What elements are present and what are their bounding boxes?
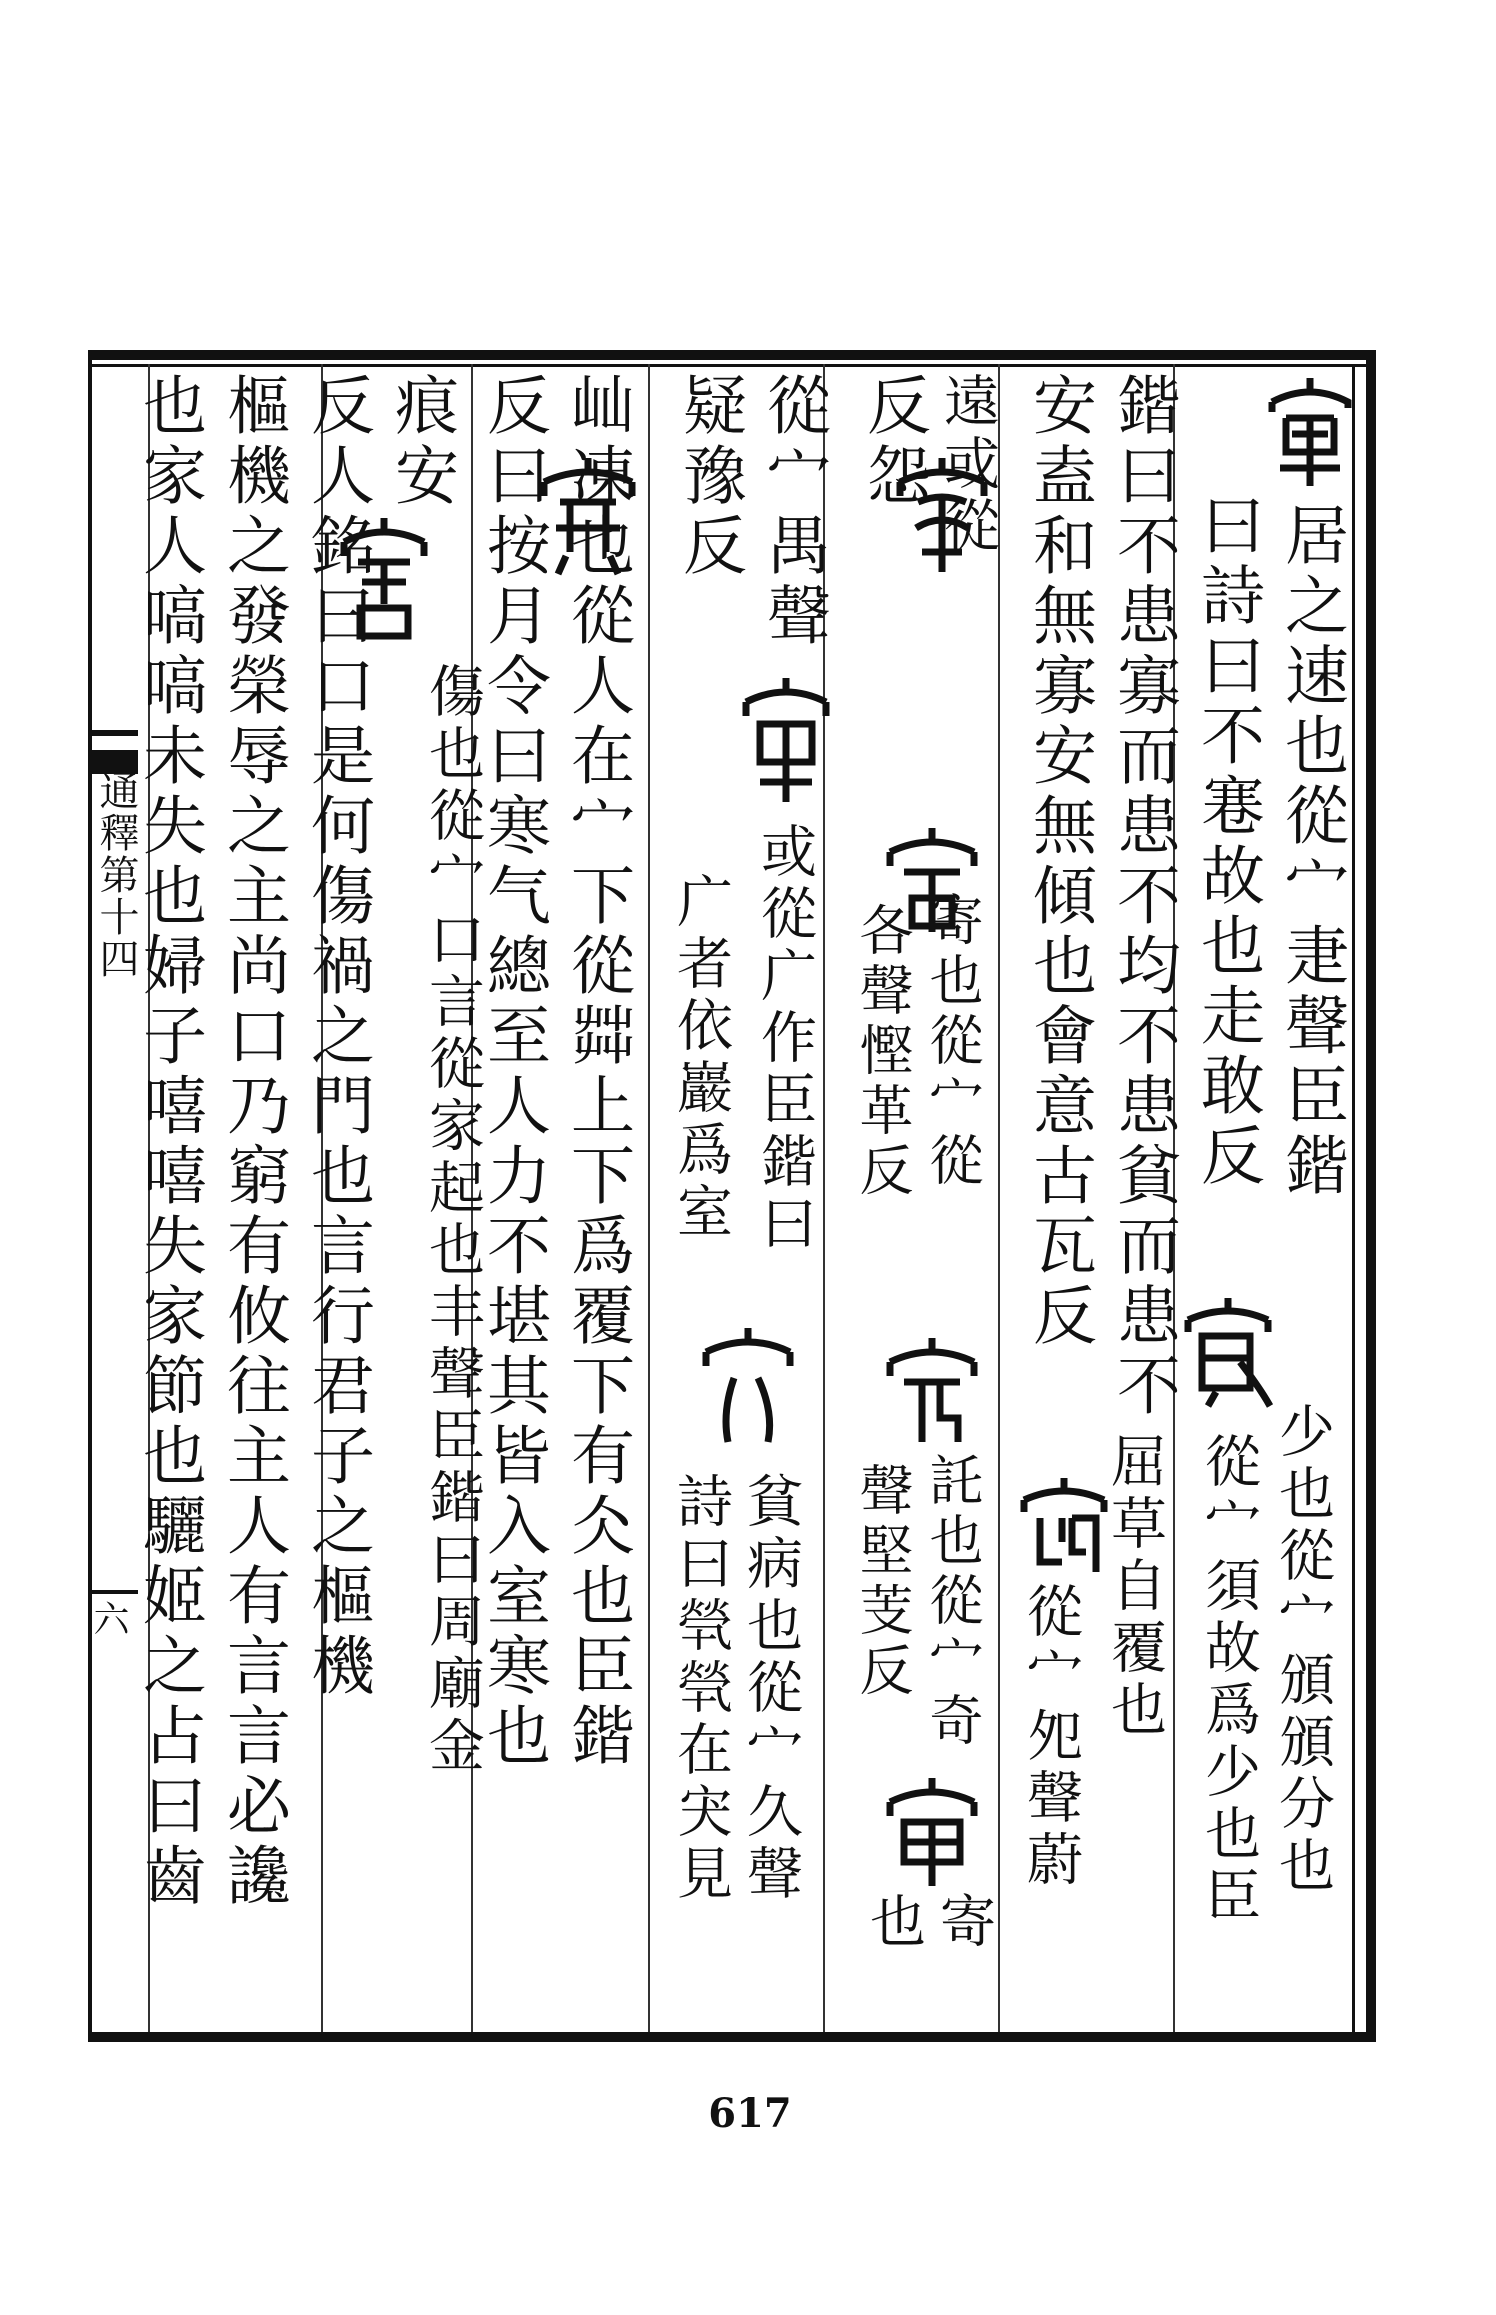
seal-glyph-icon — [738, 672, 834, 812]
page-number: 617 — [708, 2090, 792, 2137]
gloss-text: 寄 — [931, 1892, 996, 1954]
right-border — [1366, 350, 1376, 2042]
main-text: 居之速也從宀疌聲臣鍇 — [1274, 502, 1348, 1202]
seal-glyph-icon — [892, 452, 992, 582]
main-text: 也家人嗃嗃未失也婦子嘻嘻失家節也驪姬之占曰齒 — [132, 372, 206, 1912]
margin-title: 通釋第十四 — [93, 770, 139, 980]
right-inner-border — [1352, 364, 1355, 2032]
gloss-text: 詩曰煢煢在宊見 — [668, 1472, 733, 1906]
text-column — [296, 372, 378, 2032]
text-column — [556, 372, 638, 2032]
gloss-text: 广者依巖爲室 — [668, 872, 733, 1244]
gloss-column — [1018, 372, 1100, 2032]
gloss-text: 少也從宀頒頒分也 — [1270, 1402, 1335, 1898]
main-text: 疑豫反 — [672, 372, 746, 582]
gloss-column — [1102, 372, 1184, 2032]
main-text: 反人銘曰口是何傷禍之門也言行君子之樞機 — [300, 372, 374, 1702]
gloss-text: 從宀夗聲蔚 — [1018, 1582, 1083, 1892]
main-text: 安盍和無寡安無傾也會意古瓦反 — [1022, 372, 1096, 1352]
top-border — [88, 350, 1376, 360]
gloss-column — [1270, 372, 1352, 2032]
main-text: 樞機之發榮辱之主尚口乃窮有攸往主人有言言必讒 — [216, 372, 290, 1912]
seal-glyph-icon — [698, 1322, 798, 1452]
top-inner-border — [88, 364, 1376, 367]
gloss-column — [1196, 372, 1278, 2032]
main-text: 從宀禺聲 — [756, 372, 830, 652]
main-text: 曰詩曰不寋故也走敢反 — [1190, 492, 1264, 1192]
column-divider — [648, 364, 650, 2032]
text-column — [212, 372, 294, 2032]
text-column — [128, 372, 210, 2032]
main-text: 痕安 — [384, 372, 458, 512]
main-text: 反曰按月令曰寒气總至人力不堪其皆入室寒也 — [476, 372, 550, 1772]
margin-number: 六 — [88, 1600, 129, 1636]
gloss-text: 寄也從宀從 — [921, 892, 984, 1192]
main-text: 遠或從 — [935, 372, 1000, 558]
seal-glyph-icon — [336, 512, 432, 642]
bottom-border — [88, 2032, 1376, 2042]
main-text: 鍇曰不患寡而患不均不患貧而患不 — [1106, 372, 1180, 1422]
gloss-text: 從宀須故爲少也臣 — [1196, 1432, 1261, 1928]
main-text: 反怨 — [856, 372, 930, 512]
gloss-text: 屈草自覆也 — [1102, 1432, 1167, 1742]
seal-glyph-icon — [882, 1332, 982, 1452]
gloss-text: 聲堅芰反 — [851, 1462, 914, 1702]
main-text: 屾凍也從人在宀下從茻上下爲覆下有仌也臣鍇 — [560, 372, 634, 1772]
gloss-text: 或從广作臣鍇曰 — [752, 822, 817, 1256]
gloss-text: 託也從宀奇 — [921, 1452, 984, 1752]
gloss-text: 貧病也從宀久聲 — [738, 1472, 803, 1906]
gloss-text: 各聲慳革反 — [851, 902, 914, 1202]
seal-glyph-icon — [882, 1772, 982, 1892]
gloss-text: 傷也從宀口言從家起也丰聲臣鍇曰周廟金 — [420, 662, 485, 1778]
seal-glyph-icon — [882, 822, 982, 942]
gloss-text: 也 — [861, 1892, 926, 1954]
